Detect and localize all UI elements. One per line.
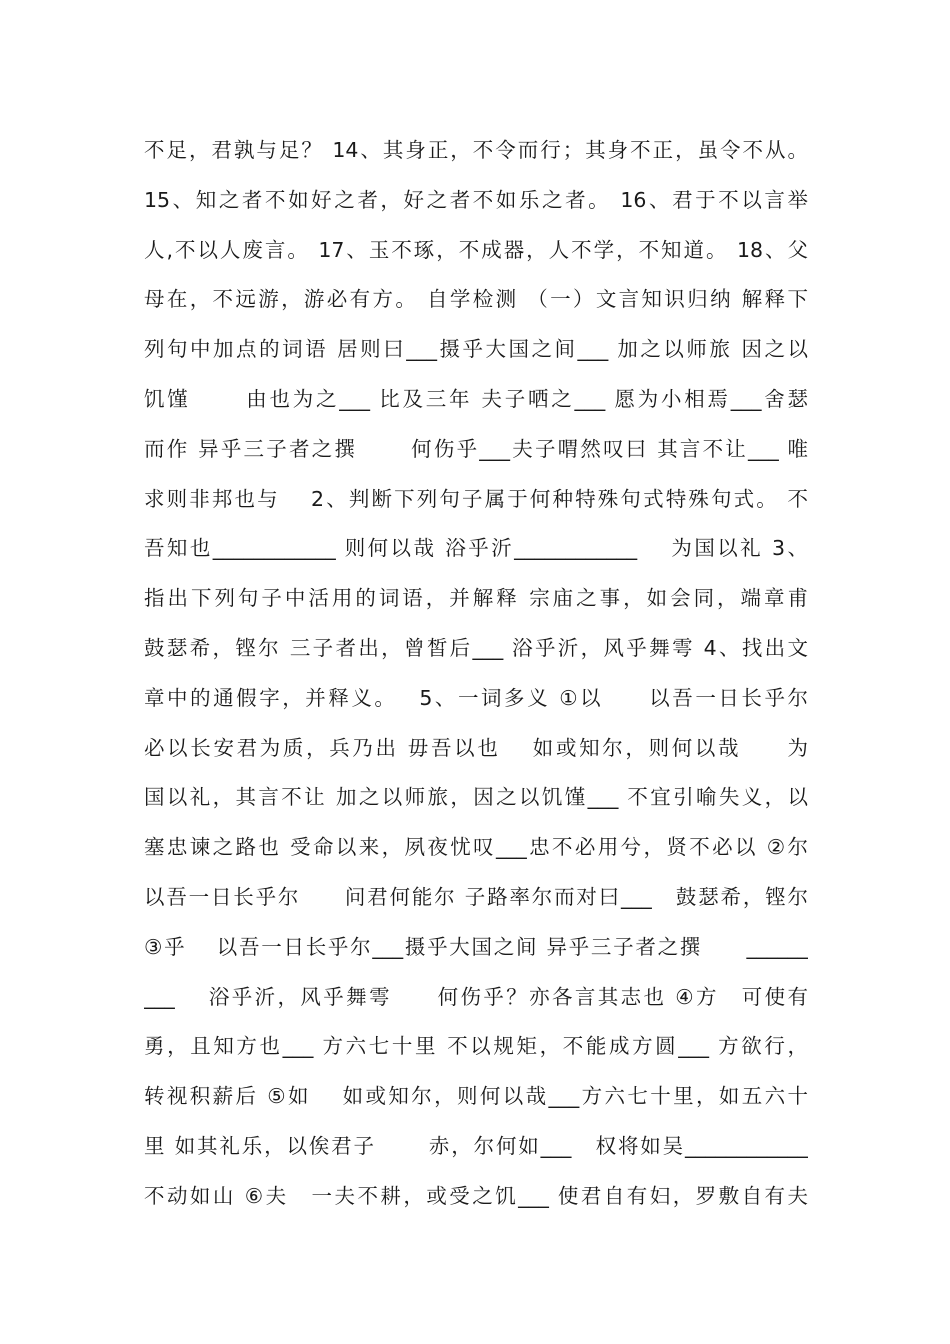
text-line: 必以长安君为质，兵乃出 毋吾以也 如或知尔，则何以哉 为	[144, 735, 808, 760]
text-line: 鼓瑟希，铿尔 三子者出，曾皙后___ 浴乎沂，风乎舞雩 4、找出文	[144, 635, 808, 660]
text-line: 不足，君孰与足？ 14、其身正，不令而行；其身不正，虽令不从。	[144, 138, 808, 162]
text-line: 饥馑 由也为之___ 比及三年 夫子哂之___ 愿为小相焉___舍瑟	[144, 386, 808, 411]
text-line: 人,不以人废言。 17、玉不琢，不成器，人不学，不知道。 18、父	[144, 237, 808, 262]
text-line: 15、知之者不如好之者，好之者不如乐之者。 16、君于不以言举	[144, 187, 808, 212]
text-line: 以吾一日长乎尔 问君何能尔 子路率尔而对曰___ 鼓瑟希，铿尔	[144, 884, 808, 909]
text-line: ③乎 以吾一日长乎尔___摄乎大国之间 异乎三子者之撰 ______	[144, 934, 808, 959]
text-line: 塞忠谏之路也 受命以来，夙夜忧叹___忠不必用兮，贤不必以 ②尔	[144, 835, 808, 860]
text-line: 而作 异乎三子者之撰 何伤乎___夫子喟然叹曰 其言不让___ 唯	[144, 436, 808, 461]
text-line: 求则非邦也与 2、判断下列句子属于何种特殊句式特殊句式。 不	[144, 486, 808, 511]
text-line: 章中的通假字，并释义。 5、一词多义 ①以 以吾一日长乎尔	[144, 685, 808, 710]
text-line: 国以礼，其言不让 加之以师旅，因之以饥馑___ 不宜引喻失义，以	[144, 785, 808, 810]
document-body	[144, 126, 808, 1222]
text-line: 转视积薪后 ⑤如 如或知尔，则何以哉___方六七十里，如五六十	[144, 1084, 808, 1109]
text-line: 指出下列句子中活用的词语，并解释 宗庙之事，如会同，端章甫	[144, 586, 808, 611]
text-line: 里 如其礼乐，以俟君子 赤，尔何如___ 权将如吴____________	[144, 1133, 808, 1158]
text-line: 勇，且知方也___ 方六七十里 不以规矩，不能成方圆___ 方欲行，	[144, 1034, 808, 1059]
text-line: ___ 浴乎沂，风乎舞雩 何伤乎？亦各言其志也 ④方 可使有	[144, 984, 808, 1009]
text-line: 母在，不远游，游必有方。 自学检测 （一）文言知识归纳 解释下	[144, 287, 808, 312]
text-line: 不动如山 ⑥夫 一夫不耕，或受之饥___ 使君自有妇，罗敷自有夫	[144, 1183, 808, 1208]
text-line: 吾知也____________ 则何以哉 浴乎沂____________ 为国以礼 3、	[144, 536, 808, 561]
text-line: 列句中加点的词语 居则曰___摄乎大国之间___ 加之以师旅 因之以	[144, 337, 808, 362]
